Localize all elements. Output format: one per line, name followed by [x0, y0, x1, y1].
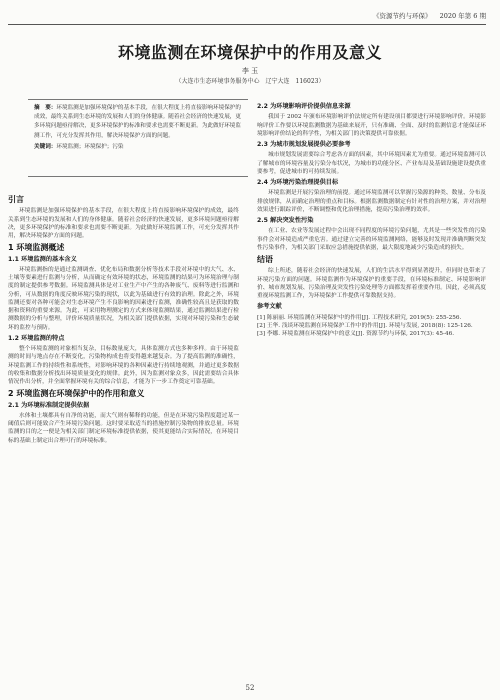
- section-2-5-heading: 2.5 解决突发性污染: [257, 217, 314, 224]
- section-2-4-text: 环境监测是开展污染治理的前提。通过环境监测可以掌握污染源的种类、数量、分布及排放规律，从而确定治理的重点和目标。根据监测数据制定有针对性的治理方案，并对治理效果进行跟踪评价，不断调整和优化治理措施，提高污染治理的效率。: [257, 190, 486, 213]
- section-1-1-heading: 1.1 环境监测的基本含义: [8, 255, 77, 263]
- section-2-2-heading: 2.2 为环境影响评价提供信息来源: [257, 103, 351, 110]
- keywords-text: 环境监测；环境保护；污染: [56, 143, 124, 150]
- page-number: 52: [245, 684, 255, 692]
- left-column: [8, 192, 239, 445]
- abstract-text: 环境监测是加强环境保护的基本手段，在很大程度上将直接影响环境保护的成效，最终关系到生态环境的发展和人们的身体健康。随着社会经济的快速发展，更多环境问题亟待解决，更多环境保护的标准和要求也需要不断更新。为此做好环境监测工作，可充分发挥其作用，解决环境保护方面的问题。: [34, 105, 241, 139]
- section-1-2-text: 整个环境监测的对象相当复杂，目标数量庞大，具体监测方式也多种多样。由于环境监测的时间与地点存在不断变化，污染物构成也将变得越来越复杂。为了提高监测的准确性，环境监测工作的持续性和系统性，对影响环境的各种因素进行持续地观测，并通过更多数据的收集和数据分析找出环境质量变化的规律。此外，因为监测对象众多，因此需要结合具体情况作出分析，并全面掌握环境有关的综合信息，才能为下一步工作奠定可靠基础。: [8, 346, 239, 385]
- abstract-box: [28, 99, 248, 177]
- section-1-1-text: 环境监测指的是通过监测调查、优化布局和数据分析等技术手段对环境中的大气、水、土壤等要素进行监测与分析，从而确定有效环境的状态，环境监测的结果可为环境治理与制度的制定提供参考数据。环境监测具体是对工业生产中产生的各种废气、废料等进行监测和分析，可从数据的角度反映环境污染的现状，以此为基础进行有效的治理。除此之外，环境监测还要对各种可能会对生态环境产生不良影响的因素进行监测，准确性较高且是获取的数据和资料的重要来源。为此，可采用物理测定的方式来体现监测结果，通过监测结果进行检测数据的分析与整理，评价环境质量状况，为相关部门提供依据，实现对环境污染和生态破坏的监控与预防。: [8, 266, 239, 331]
- intro-text: 环境监测是加强环境保护的基本手段，在很大程度上将直接影响环境保护的成效，最终关系到生态环境的发展和人们的身体健康。随着社会经济的快速发展，更多环境问题亟待解决，更多环境保护的标准和要求也需要不断更新。为此做好环境监测工作，可充分发挥其作用，解决环境保护方面的问题。: [8, 208, 239, 239]
- section-1-heading: 1 环境监测概述: [8, 243, 65, 253]
- reference-item: [2] 王华. 浅谈环境监测在环境保护工作中的作用[J]. 环境与发展, 2018(8): 125-126.: [257, 322, 473, 329]
- journal-header: [0, 11, 486, 21]
- right-column: [257, 100, 486, 338]
- author: 李 玉: [241, 67, 259, 75]
- reference-item: [3] 李娜. 环境监测在环境保护中的意义[J]. 资源节约与环保, 2017(3): 45-46.: [257, 331, 455, 337]
- conclusion-text: 综上所述，随着社会经济的快速发展，人们的生活水平得到显著提升，但同时也带来了环境污染方面的问题。环境监测作为环境保护的重要手段，在环境标准制定、环境影响评价、城市规划发展、污染治理及突发性污染处理等方面都发挥着重要作用。因此，必须高度重视环境监测工作，为环境保护工作提供可靠数据支持。: [257, 268, 486, 299]
- section-2-heading: 2 环境监测在环境保护中的作用和意义: [8, 389, 145, 399]
- keywords-line: [34, 143, 242, 152]
- journal-name: 《资源节约与环保》: [373, 12, 432, 20]
- keywords-label: 关键词：: [34, 143, 57, 150]
- section-1-2-heading: 1.2 环境监测的特点: [8, 334, 65, 342]
- section-2-3-heading: 2.3 为城市规划发展提供必要参考: [257, 141, 351, 148]
- affiliation: （大连市生态环境事务服务中心 辽宁大连 116023）: [175, 78, 325, 85]
- reference-item: [1] 陈丽丽. 环境监测在环境保护中的作用[J]. 工程技术研究, 2019(5): 255-256.: [257, 314, 462, 321]
- conclusion-heading: 结语: [257, 255, 273, 264]
- abstract-label: 摘 要：: [34, 105, 57, 111]
- section-2-1-text: 水体和土壤都具有自净的功能，而大气则有稀释的功能，但是在环境污染程度超过某一阈值后则可能致合产生环境污染问题。这时要采取适当的措施控制污染物的排放总量。环境监测的目的之一便是为相关部门制定环境标准提供依据，使其更能结合实际情况，在环境目标的基础上制定出合理可行的环境标准。: [8, 412, 239, 444]
- paper-title: 环境监测在环境保护中的作用及意义: [117, 43, 382, 62]
- section-2-3-text: 城市规划发展需要综合考虑各方面的因素，其中环境因素尤为重要。通过环境监测可以了解城市的环境容量及污染分布状况，为城市的功能分区、产业布局及基础设施建设提供重要参考，促进城市的可持续发展。: [257, 152, 486, 175]
- header-rule: [8, 24, 486, 25]
- journal-issue: 2020 年第 6 期: [439, 12, 486, 20]
- section-2-2-text: 我国于 2002 年颁布环境影响评价法规定所有建设项目都要进行环境影响评价。环境影响评价工作要以环境监测数据为基础来展开，只有准确、全面、及时的监测信息才能保证环境影响评价结论的科学性，为相关部门的决策提供可靠依据。: [257, 114, 486, 137]
- section-2-5-text: 在工业、农业等发展过程中会出现不同程度的环境污染问题，尤其是一些突发性的污染事件会对环境造成严重危害。通过建立完善的环境监测网络，能够及时发现并准确判断突发性污染事件，为相关部门采取应急措施提供依据，最大限度地减少污染造成的损失。: [257, 228, 486, 251]
- section-2-1-heading: 2.1 为环境标准制定提供依据: [8, 401, 90, 409]
- references-heading: 参考文献: [257, 303, 282, 311]
- intro-heading: 引言: [8, 195, 24, 204]
- section-2-4-heading: 2.4 为环境污染治理提供目标: [257, 179, 339, 186]
